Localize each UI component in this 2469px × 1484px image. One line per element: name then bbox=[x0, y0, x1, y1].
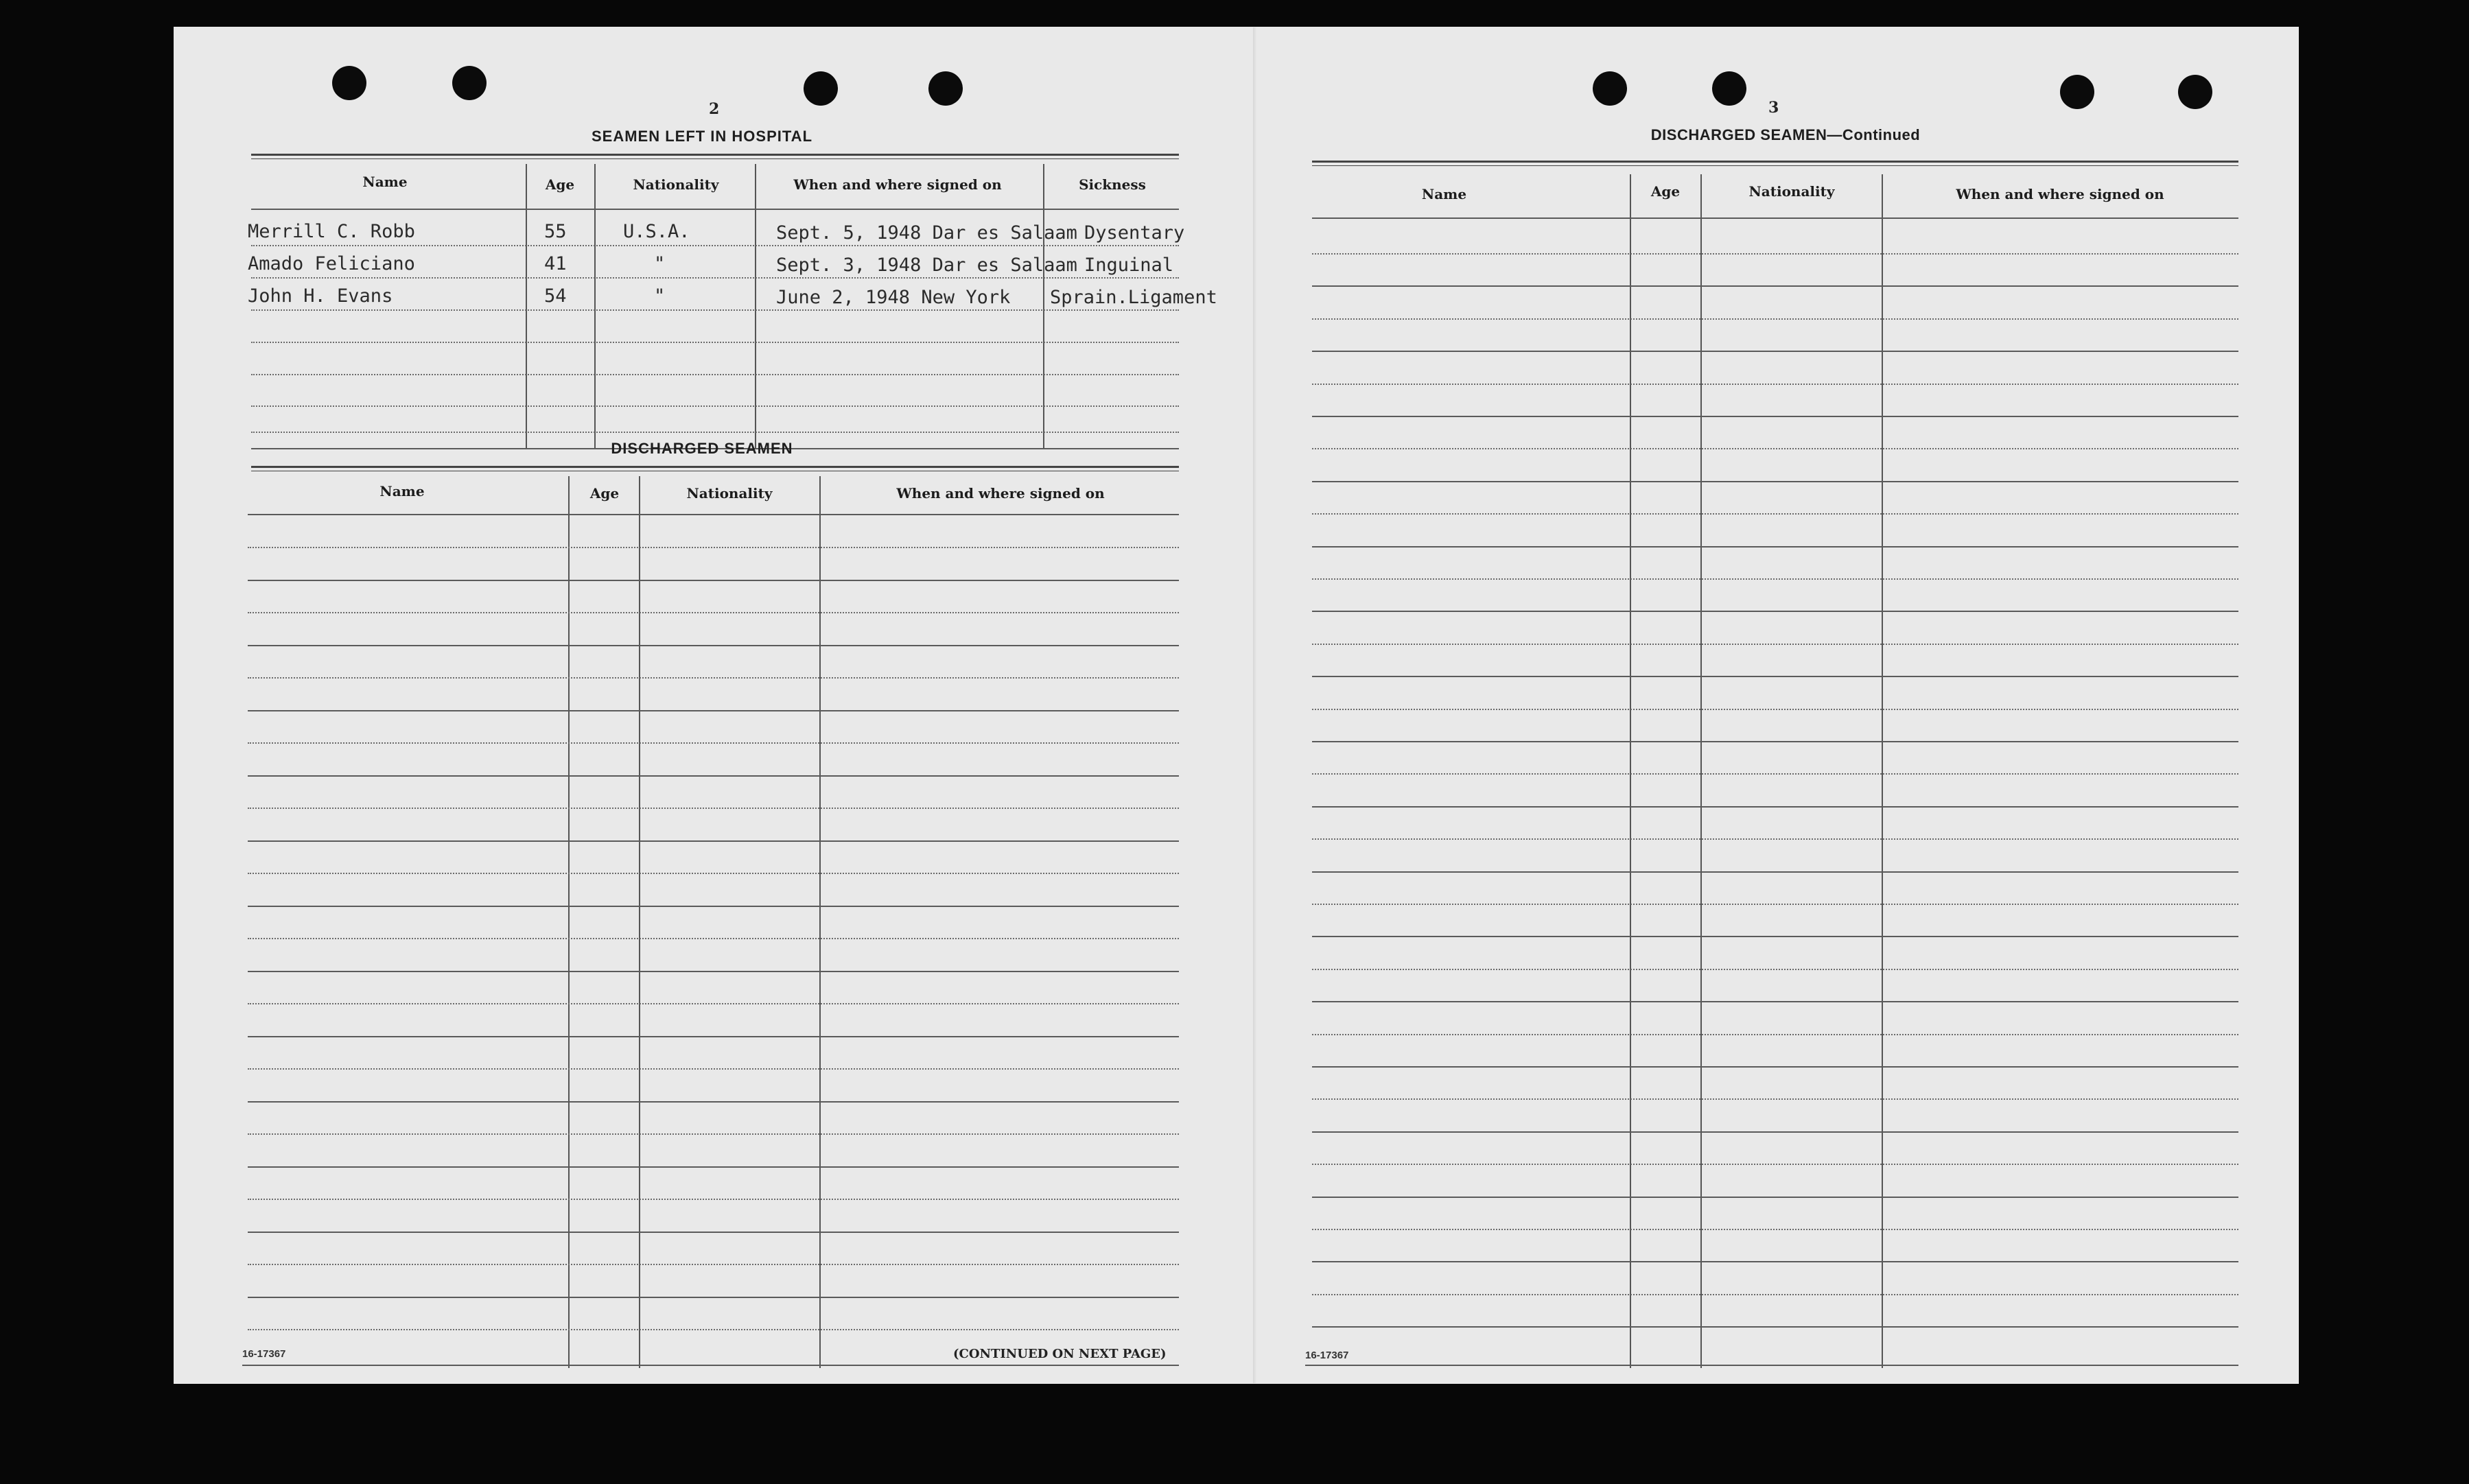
page-number: 2 bbox=[709, 100, 720, 118]
col-head-nationality: Nationality bbox=[1748, 183, 1835, 200]
col-head-name: Name bbox=[1421, 186, 1467, 202]
col-head-signed-on: When and where signed on bbox=[793, 176, 1002, 193]
row-age: 55 bbox=[544, 221, 567, 242]
entry-line bbox=[1312, 546, 2238, 547]
entry-line bbox=[248, 580, 1179, 581]
entry-line bbox=[248, 547, 1179, 548]
entry-line bbox=[1312, 644, 2238, 645]
entry-line bbox=[1312, 871, 2238, 873]
entry-line bbox=[248, 612, 1179, 613]
entry-line bbox=[248, 1297, 1179, 1298]
entry-line bbox=[248, 808, 1179, 809]
row-signed-on: June 2, 1948 New York bbox=[776, 287, 1011, 308]
entry-line bbox=[248, 645, 1179, 646]
right-page bbox=[1257, 27, 2299, 1384]
entry-line bbox=[1312, 969, 2238, 970]
entry-line bbox=[248, 1003, 1179, 1004]
entry-line bbox=[248, 775, 1179, 777]
entry-line bbox=[1312, 1197, 2238, 1198]
entry-line bbox=[251, 432, 1179, 433]
row-sickness: Inguinal bbox=[1084, 255, 1174, 276]
header-rule bbox=[248, 514, 1179, 515]
entry-line bbox=[1312, 904, 2238, 905]
entry-line bbox=[251, 405, 1179, 407]
col-head-age: Age bbox=[589, 485, 620, 502]
bottom-rule bbox=[1305, 1365, 2238, 1366]
entry-line bbox=[248, 938, 1179, 939]
entry-line bbox=[248, 1068, 1179, 1070]
entry-line bbox=[1312, 1164, 2238, 1165]
entry-line bbox=[1312, 676, 2238, 677]
col-head-signed-on: When and where signed on bbox=[1956, 186, 2164, 202]
col-head-nationality: Nationality bbox=[686, 485, 773, 502]
row-nationality: " bbox=[654, 285, 666, 307]
entry-line bbox=[1312, 1001, 2238, 1002]
top-rule bbox=[1312, 161, 2238, 166]
entry-line bbox=[248, 1264, 1179, 1265]
row-sickness: Dysentary bbox=[1084, 222, 1185, 244]
entry-line bbox=[1312, 806, 2238, 808]
entry-line bbox=[1312, 838, 2238, 840]
col-divider bbox=[819, 476, 821, 1368]
entry-line bbox=[1312, 513, 2238, 515]
bottom-rule bbox=[242, 1365, 1179, 1366]
entry-line bbox=[248, 710, 1179, 711]
entry-line bbox=[248, 742, 1179, 744]
entry-line bbox=[1312, 1326, 2238, 1328]
hospital-section-title: SEAMEN LEFT IN HOSPITAL bbox=[591, 128, 813, 145]
punch-hole bbox=[1593, 71, 1627, 106]
entry-line bbox=[248, 677, 1179, 679]
entry-line bbox=[1312, 1261, 2238, 1262]
page-number: 3 bbox=[1768, 99, 1779, 117]
entry-line bbox=[251, 245, 1179, 246]
row-name: Amado Feliciano bbox=[248, 253, 415, 274]
row-name: Merrill C. Robb bbox=[248, 221, 415, 242]
entry-line bbox=[1312, 741, 2238, 742]
entry-line bbox=[248, 1036, 1179, 1037]
entry-line bbox=[1312, 448, 2238, 449]
entry-line bbox=[248, 1232, 1179, 1233]
punch-hole bbox=[2178, 75, 2212, 109]
entry-line bbox=[1312, 1131, 2238, 1133]
entry-line bbox=[248, 1329, 1179, 1330]
entry-line bbox=[248, 1199, 1179, 1200]
entry-line bbox=[1312, 1294, 2238, 1295]
punch-hole bbox=[804, 71, 838, 106]
discharged-top-rule bbox=[251, 466, 1179, 471]
col-head-name: Name bbox=[379, 483, 425, 499]
right-section-title: DISCHARGED SEAMEN—Continued bbox=[1650, 126, 1921, 143]
punch-hole bbox=[2060, 75, 2094, 109]
col-head-nationality: Nationality bbox=[633, 176, 719, 193]
entry-line bbox=[1312, 318, 2238, 320]
entry-line bbox=[1312, 611, 2238, 612]
form-code: 16-17367 bbox=[1305, 1350, 1349, 1361]
entry-line bbox=[1312, 285, 2238, 287]
col-divider bbox=[1630, 174, 1631, 1368]
row-nationality: U.S.A. bbox=[623, 221, 690, 242]
row-sickness: Sprain.Ligament bbox=[1050, 287, 1217, 308]
col-head-signed-on: When and where signed on bbox=[896, 485, 1105, 502]
continued-note: (CONTINUED ON NEXT PAGE) bbox=[953, 1347, 1167, 1361]
col-divider bbox=[1700, 174, 1702, 1368]
header-rule bbox=[251, 209, 1179, 210]
col-head-sickness: Sickness bbox=[1079, 176, 1146, 193]
punch-hole bbox=[332, 66, 366, 100]
entry-line bbox=[248, 840, 1179, 842]
entry-line bbox=[248, 906, 1179, 907]
entry-line bbox=[248, 873, 1179, 874]
entry-line bbox=[1312, 481, 2238, 482]
entry-line bbox=[251, 374, 1179, 375]
entry-line bbox=[248, 971, 1179, 972]
row-age: 54 bbox=[544, 285, 567, 307]
entry-line bbox=[1312, 1098, 2238, 1100]
row-signed-on: Sept. 3, 1948 Dar es Salaam bbox=[776, 255, 1077, 276]
entry-line bbox=[251, 309, 1179, 311]
entry-line bbox=[1312, 1066, 2238, 1068]
punch-hole bbox=[452, 66, 487, 100]
col-head-name: Name bbox=[362, 174, 408, 190]
entry-line bbox=[1312, 384, 2238, 385]
col-divider bbox=[639, 476, 640, 1368]
col-divider bbox=[568, 476, 570, 1368]
entry-line bbox=[248, 1101, 1179, 1103]
entry-line bbox=[248, 1133, 1179, 1135]
row-age: 41 bbox=[544, 253, 567, 274]
entry-line bbox=[1312, 936, 2238, 937]
punch-hole bbox=[1712, 71, 1746, 106]
entry-line bbox=[1312, 1034, 2238, 1035]
row-name: John H. Evans bbox=[248, 285, 393, 307]
col-divider bbox=[1882, 174, 1883, 1368]
entry-line bbox=[1312, 709, 2238, 710]
row-signed-on: Sept. 5, 1948 Dar es Salaam bbox=[776, 222, 1077, 244]
entry-line bbox=[1312, 253, 2238, 255]
entry-line bbox=[1312, 773, 2238, 775]
header-rule bbox=[1312, 217, 2238, 219]
entry-line bbox=[251, 342, 1179, 343]
discharged-section-title: DISCHARGED SEAMEN bbox=[611, 440, 793, 457]
form-code: 16-17367 bbox=[242, 1348, 286, 1360]
entry-line bbox=[1312, 416, 2238, 417]
punch-hole bbox=[928, 71, 963, 106]
col-head-age: Age bbox=[1650, 183, 1681, 200]
col-head-age: Age bbox=[545, 176, 575, 193]
entry-line bbox=[1312, 578, 2238, 580]
entry-line bbox=[251, 277, 1179, 279]
row-nationality: " bbox=[654, 253, 666, 274]
left-page bbox=[174, 27, 1263, 1384]
entry-line bbox=[1312, 351, 2238, 352]
entry-line bbox=[1312, 1229, 2238, 1230]
entry-line bbox=[248, 1166, 1179, 1168]
top-rule bbox=[251, 154, 1179, 159]
